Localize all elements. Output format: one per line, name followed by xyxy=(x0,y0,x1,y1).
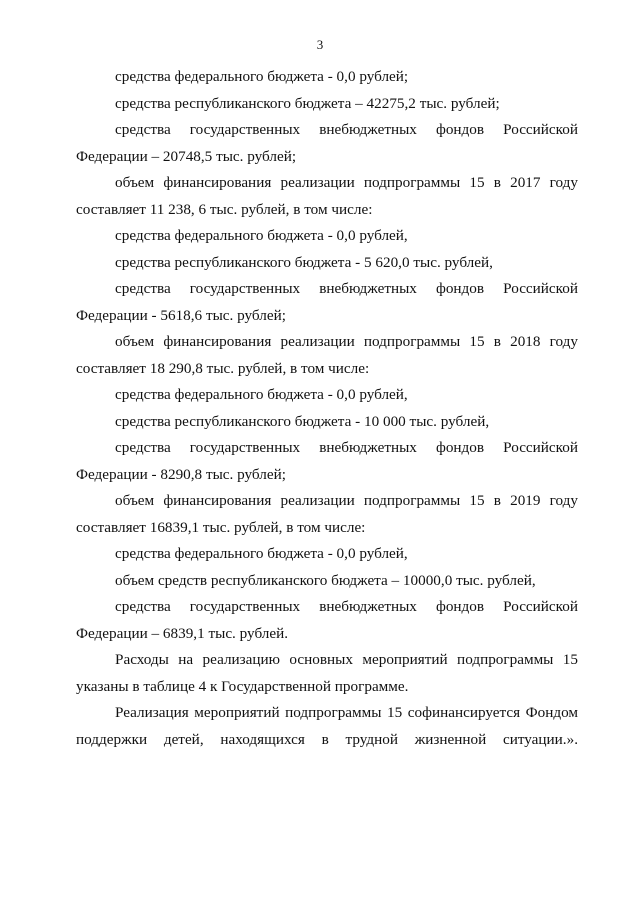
paragraph-expenses-table: Расходы на реализацию основных мероприятий подпрограммы 15 указаны в таблице 4 к Государственной программе. xyxy=(76,651,578,695)
paragraph-republican-budget-2019: объем средств республиканского бюджета – 10000,0 тыс. рублей, xyxy=(115,571,536,589)
paragraph-funding-2019: объем финансирования реализации подпрограммы 15 в 2019 году составляет 16839,1 тыс. рублей, в том числе: xyxy=(76,492,578,536)
paragraph-state-funds-2017: средства государственных внебюджетных фондов Российской Федерации - 5618,6 тыс. рублей; xyxy=(76,280,578,324)
paragraph-cofinancing: Реализация мероприятий подпрограммы 15 софинансируется Фондом поддержки детей, находящихся в трудной жизненной ситуации.». xyxy=(76,704,578,748)
paragraph-federal-budget: средства федерального бюджета - 0,0 рублей; xyxy=(115,68,409,85)
paragraph-republican-budget-2017: средства республиканского бюджета - 5 620,0 тыс. рублей, xyxy=(115,253,493,271)
paragraph-federal-budget-2019: средства федерального бюджета - 0,0 рублей, xyxy=(115,545,408,562)
paragraph-state-funds-2018: средства государственных внебюджетных фондов Российской Федерации - 8290,8 тыс. рублей; xyxy=(76,439,578,483)
document-body xyxy=(76,64,578,753)
paragraph-state-funds: средства государственных внебюджетных фондов Российской Федерации – 20748,5 тыс. рублей; xyxy=(76,121,578,165)
paragraph-state-funds-2019: средства государственных внебюджетных фондов Российской Федерации – 6839,1 тыс. рублей. xyxy=(76,598,578,642)
paragraph-federal-budget-2017: средства федерального бюджета - 0,0 рублей, xyxy=(115,227,408,244)
paragraph-federal-budget-2018: средства федерального бюджета - 0,0 рублей, xyxy=(115,386,408,403)
paragraph-funding-2018: объем финансирования реализации подпрограммы 15 в 2018 году составляет 18 290,8 тыс. рублей, в том числе: xyxy=(76,333,578,377)
paragraph-republican-budget: средства республиканского бюджета – 42275,2 тыс. рублей; xyxy=(115,94,500,112)
paragraph-funding-2017: объем финансирования реализации подпрограммы 15 в 2017 году составляет 11 238, 6 тыс. рублей, в том числе: xyxy=(76,174,578,218)
paragraph-republican-budget-2018: средства республиканского бюджета - 10 000 тыс. рублей, xyxy=(115,412,490,430)
page-number: 3 xyxy=(316,37,324,52)
